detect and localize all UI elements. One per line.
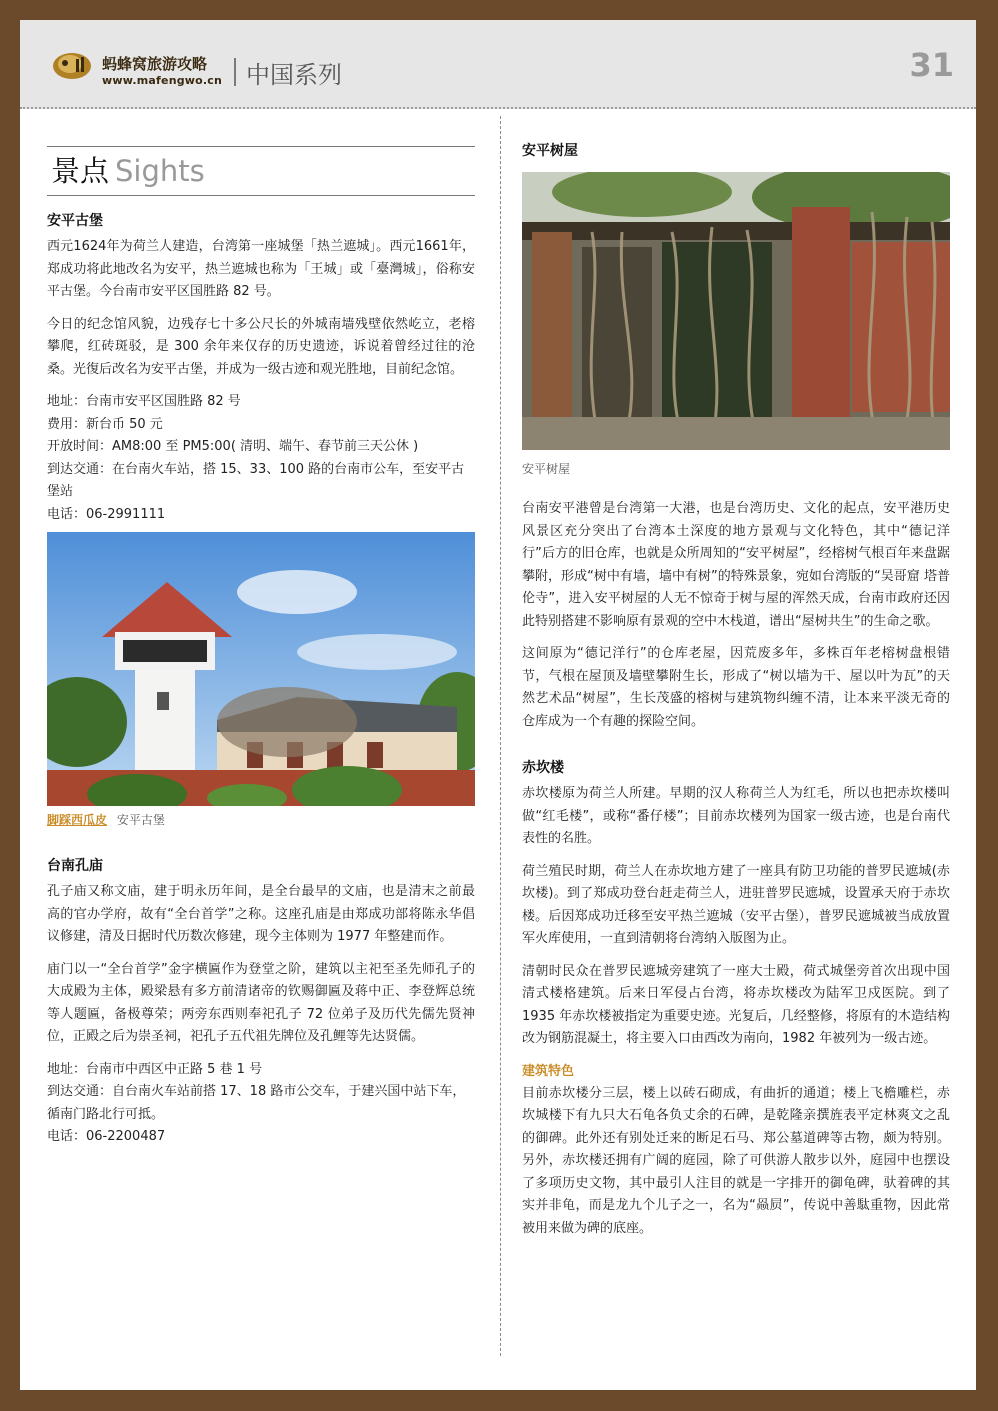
article-title: 安平古堡 — [47, 213, 103, 229]
info-phone: 电话：06-2200487 — [47, 1129, 166, 1144]
photo-credit-link[interactable]: 脚踩西瓜皮 — [47, 813, 108, 827]
photo-caption: 安平树屋 — [522, 462, 571, 476]
header — [20, 20, 976, 109]
photo-caption — [47, 811, 475, 829]
brand-url: www.mafengwo.cn — [102, 74, 223, 87]
left-column — [47, 146, 475, 1149]
info-phone: 电话：06-2991111 — [47, 506, 166, 522]
section-title — [47, 146, 475, 196]
paragraph: 孔子庙又称文庙，建于明永历年间，是全台最早的文庙，也是清末之前最高的官办学府，故有“全台首学”之称。这座孔庙是由郑成功部将陈永华倡议修建，清及日据时代历数次修建，现今主体则为 1977 年整建而作。 — [47, 884, 475, 944]
paragraph: 这间原为“德记洋行”的仓库老屋，因荒废多年，多株百年老榕树盘根错节，气根在屋顶及墙壁攀附生长，形成了“树以墙为干、屋以叶为瓦”的天然艺术品“树屋”，生长茂盛的榕树与建筑物纠缠不清，让本来平淡无奇的仓库成为一个有趣的探险空间。 — [522, 646, 950, 729]
paragraph: 庙门以一“全台首学”金字横匾作为登堂之阶，建筑以主祀至圣先师孔子的大成殿为主体，殿梁悬有多方前清诸帝的钦赐御匾及蒋中正、李登辉总统等人题匾，备极尊荣；两旁东西则奉祀孔子 72 位弟子及历代先儒先贤神位，正殿之后为崇圣祠，祀孔子五代祖先牌位及孔鲤等先达贤儒。 — [47, 961, 475, 1044]
page — [20, 20, 976, 1390]
paragraph: 目前赤坎楼分三层，楼上以砖石砌成，有曲折的通道；楼上飞檐雕栏，赤坎城楼下有九只大石龟各负丈余的石碑，是乾隆亲撰旌表平定林爽文之乱的御碑。此外还有别处迁来的断足石马、郑公墓道碑等古物，颇为特别。 另外，赤坎楼还拥有广阔的庭园，除了可供游人散步以外，庭园中也摆设了多项历史文物，其中最引人注目的就是一字排开的御龟碑，驮着碑的其实并非龟，而是龙九个儿子之一，名为“赑屃”，传说中善駄重物，因此常被用来做为碑的底座。 — [522, 1085, 950, 1236]
anping-tree-house-photo — [522, 172, 950, 450]
paragraph: 西元1624年为荷兰人建造，台湾第一座城堡「热兰遮城」。西元1661年，郑成功将此地改名为安平，热兰遮城也称为「王城」或「臺灣城」，俗称安平古堡。今台南市安平区国胜路 82 号。 — [47, 239, 475, 299]
paragraph: 今日的纪念馆风貌，边残存七十多公尺长的外城南墙残壁依然屹立，老榕攀爬，红砖斑驳，是 300 余年来仅存的历史遗迹，诉说着曾经过往的沧桑。光復后改名为安平古堡，并成为一级古迹和观光胜地，目前纪念馆。 — [47, 316, 475, 377]
right-column — [522, 140, 950, 1240]
section-title-cn: 景点 — [51, 154, 110, 188]
subsection-title: 建筑特色 — [522, 1063, 575, 1079]
mafengwo-logo-icon — [52, 50, 92, 80]
brand-name: 蚂蜂窝旅游攻略 — [102, 55, 208, 73]
article-title: 赤坎楼 — [522, 760, 564, 776]
info-address: 地址：台南市中西区中正路 5 巷 1 号 — [47, 1061, 263, 1077]
info-hours: 开放时间：AM8:00 至 PM5:00( 清明、端午、春节前三天公休 ) — [47, 439, 419, 454]
paragraph: 清朝时民众在普罗民遮城旁建筑了一座大士殿，荷式城堡旁首次出现中国清式楼格建筑。后来日军侵占台湾，将赤坎楼改为陆军卫戍医院。到了 1935 年赤坎楼被指定为重要史迹。光复后，几经整修，将原有的木造结构改为钢筋混凝土，将主要入口由西改为南向，1982 年被列为一级古迹。 — [522, 963, 950, 1046]
info-fee: 费用：新台币 50 元 — [47, 416, 163, 432]
paragraph: 荷兰殖民时期，荷兰人在赤坎地方建了一座具有防卫功能的普罗民遮城(赤坎楼)。到了郑成功登台赶走荷兰人，进驻普罗民遮城，设置承天府于赤坎楼。后因郑成功迁移至安平热兰遮城（安平古堡），普罗民遮城被当成放置军火库使用，一直到清朝将台湾纳入版图为止。 — [522, 863, 950, 946]
paragraph: 台南安平港曾是台湾第一大港，也是台湾历史、文化的起点，安平港历史风景区充分突出了台湾本土深度的地方景观与文化特色，其中“德记洋行”后方的旧仓库，也就是众所周知的“安平树屋”，经榕树气根百年来盘踞攀附，形成“树中有墙，墙中有树”的特殊景象，宛如台湾版的“吴哥窟 塔普伦寺”，进入安平树屋的人无不惊奇于树与屋的浑然天成，台南市政府还因此特别搭建不影响原有景观的空中木栈道，谱出“屋树共生”的生命之歌。 — [522, 501, 950, 629]
header-separator — [234, 58, 236, 86]
article-title: 台南孔庙 — [47, 858, 103, 874]
info-transport: 到达交通：在台南火车站，搭 15、33、100 路的台南市公车，至安平古堡站 — [47, 461, 465, 499]
section-title-en: Sights — [115, 154, 205, 188]
info-transport: 到达交通：自台南火车站前搭 17、18 路市公交车，于建兴国中站下车，循南门路北行可抵。 — [47, 1084, 466, 1122]
anping-fort-photo — [47, 532, 475, 806]
article-title: 安平树屋 — [522, 143, 578, 159]
page-number: 31 — [909, 46, 954, 84]
info-address: 地址：台南市安平区国胜路 82 号 — [47, 394, 241, 409]
paragraph: 赤坎楼原为荷兰人所建。早期的汉人称荷兰人为红毛，所以也把赤坎楼叫做“红毛楼”，或称“番仔楼”；目前赤坎楼列为国家一级古迹，也是台南代表性的名胜。 — [522, 786, 950, 846]
series-title: 中国系列 — [246, 61, 342, 89]
photo-caption-text: 安平古堡 — [116, 813, 165, 827]
column-divider — [500, 116, 501, 1356]
